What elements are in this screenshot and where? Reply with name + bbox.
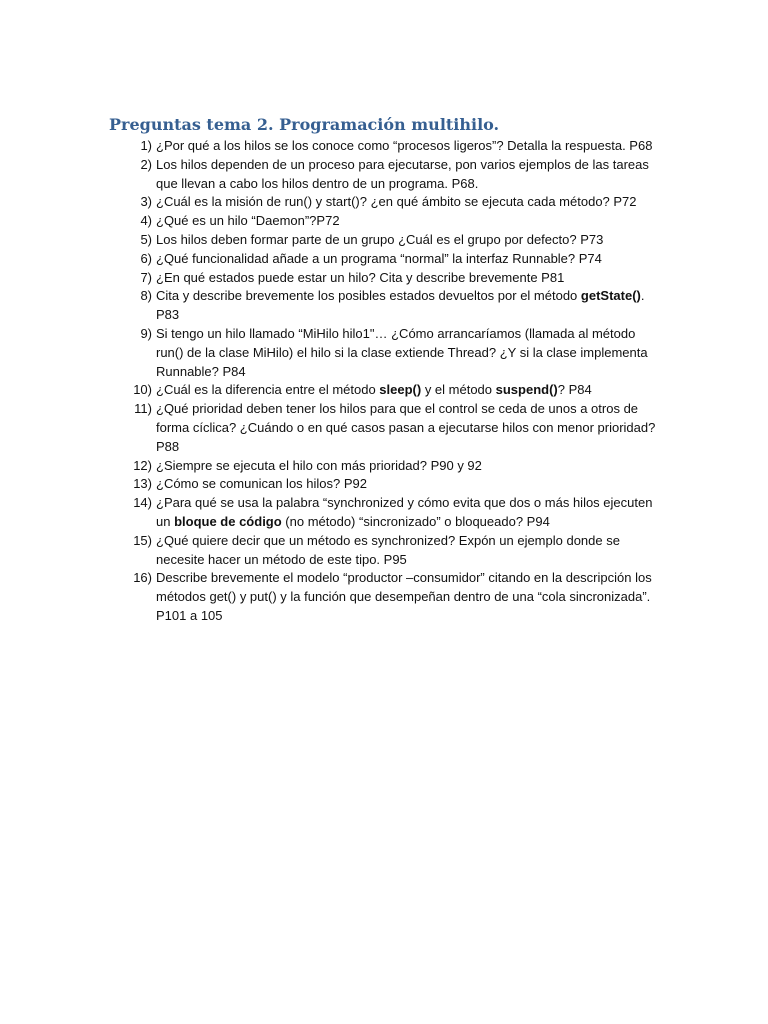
question-item — [120, 325, 660, 381]
question-list — [120, 137, 660, 626]
question-item — [120, 381, 660, 400]
question-number: 7) — [140, 269, 152, 285]
question-text-segment: Los hilos dependen de un proceso para ejecutarse, pon varios ejemplos de las tareas que llevan a cabo los hilos dentro de un programa. P68. — [156, 156, 649, 191]
question-text-segment: y el método — [421, 382, 496, 398]
question-text — [156, 533, 620, 567]
question-text-segment: ¿En qué estados puede estar un hilo? Cita y describe brevemente P81 — [156, 269, 565, 285]
question-text — [156, 194, 637, 209]
question-text-segment: ¿Cómo se comunican los hilos? P92 — [156, 476, 367, 492]
question-text-segment: ? P84 — [557, 382, 592, 398]
question-item — [120, 231, 660, 250]
question-text — [156, 570, 652, 623]
question-item — [120, 400, 660, 456]
question-text — [156, 251, 602, 266]
question-text-segment: ¿Para qué se usa la palabra “synchronized y cómo evita que dos o más hilos ejecuten un — [156, 495, 653, 529]
question-item — [120, 475, 660, 494]
question-text — [156, 270, 564, 285]
document-title: Preguntas tema 2. Programación multihilo. — [109, 115, 500, 134]
question-number: 12) — [133, 457, 152, 473]
question-text-segment: ¿Qué es un hilo “Daemon”?P72 — [156, 213, 340, 229]
question-text — [156, 288, 644, 322]
question-text-segment: Describe brevemente el modelo “productor –consumidor” citando en la descripción los métodos get() y put() y la función que desempeñan dentro de una “cola sincronizada”. P101 a 105 — [156, 570, 652, 623]
question-number: 2) — [140, 156, 152, 172]
question-text-segment: . P83 — [156, 288, 645, 323]
question-text-segment: Cita y describe brevemente los posibles estados devueltos por el método — [156, 288, 581, 304]
question-text — [156, 232, 603, 247]
question-text-bold: sleep() — [379, 382, 422, 398]
question-number: 10) — [133, 382, 152, 398]
question-text-segment: ¿Qué funcionalidad añade a un programa “normal” la interfaz Runnable? P74 — [156, 250, 602, 266]
question-number: 3) — [140, 194, 152, 210]
question-text-bold: getState() — [580, 288, 641, 304]
question-text — [156, 476, 367, 491]
question-number: 5) — [140, 231, 152, 247]
question-number: 11) — [134, 401, 152, 417]
question-number: 6) — [140, 250, 152, 266]
question-text — [156, 382, 592, 397]
question-text — [156, 213, 340, 228]
question-item — [120, 457, 660, 476]
question-text-segment: Si tengo un hilo llamado “MiHilo hilo1"… ¿Cómo arrancaríamos (llamada al método run() de la clase MiHilo) el hilo si la clase extiende Thread? ¿Y si la clase implementa Runnable? P84 — [156, 325, 648, 379]
question-number: 14) — [133, 495, 152, 511]
question-item — [120, 193, 660, 212]
question-text — [156, 458, 482, 473]
question-text-segment: ¿Siempre se ejecuta el hilo con más prioridad? P90 y 92 — [156, 457, 482, 473]
question-number: 15) — [133, 532, 152, 548]
question-text — [156, 401, 655, 454]
question-item — [120, 250, 660, 269]
question-text-segment: Los hilos deben formar parte de un grupo ¿Cuál es el grupo por defecto? P73 — [156, 231, 604, 247]
question-item — [120, 532, 660, 570]
question-item — [120, 569, 660, 625]
question-number: 9) — [140, 325, 152, 341]
question-item — [120, 269, 660, 288]
question-text — [156, 138, 652, 153]
question-number: 8) — [140, 288, 152, 304]
question-number: 1) — [140, 138, 152, 153]
question-text — [156, 495, 652, 529]
question-item — [120, 494, 660, 532]
question-text-bold: suspend() — [495, 382, 558, 398]
question-item — [120, 287, 660, 325]
question-text-segment: ¿Por qué a los hilos se los conoce como “procesos ligeros”? Detalla la respuesta. P68 — [156, 138, 653, 153]
question-item — [120, 137, 660, 156]
question-item — [120, 156, 660, 194]
question-text-segment: (no método) “sincronizado” o bloqueado? P94 — [281, 513, 550, 529]
question-number: 13) — [133, 476, 152, 492]
question-text-segment: ¿Cuál es la diferencia entre el método — [156, 382, 380, 398]
question-item — [120, 212, 660, 231]
question-number: 4) — [140, 213, 152, 229]
question-text-segment: ¿Qué quiere decir que un método es synchronized? Expón un ejemplo donde se necesite hacer un método de este tipo. P95 — [156, 532, 620, 567]
question-text-segment: ¿Qué prioridad deben tener los hilos para que el control se ceda de unos a otros de forma cíclica? ¿Cuándo o en qué casos pasan a ejecutarse hilos con menor prioridad? P88 — [156, 401, 656, 454]
question-text-bold: bloque de código — [174, 513, 282, 529]
question-number: 16) — [133, 570, 152, 586]
question-text — [156, 157, 649, 191]
question-text — [156, 326, 648, 379]
question-text-segment: ¿Cuál es la misión de run() y start()? ¿en qué ámbito se ejecuta cada método? P72 — [156, 194, 637, 210]
